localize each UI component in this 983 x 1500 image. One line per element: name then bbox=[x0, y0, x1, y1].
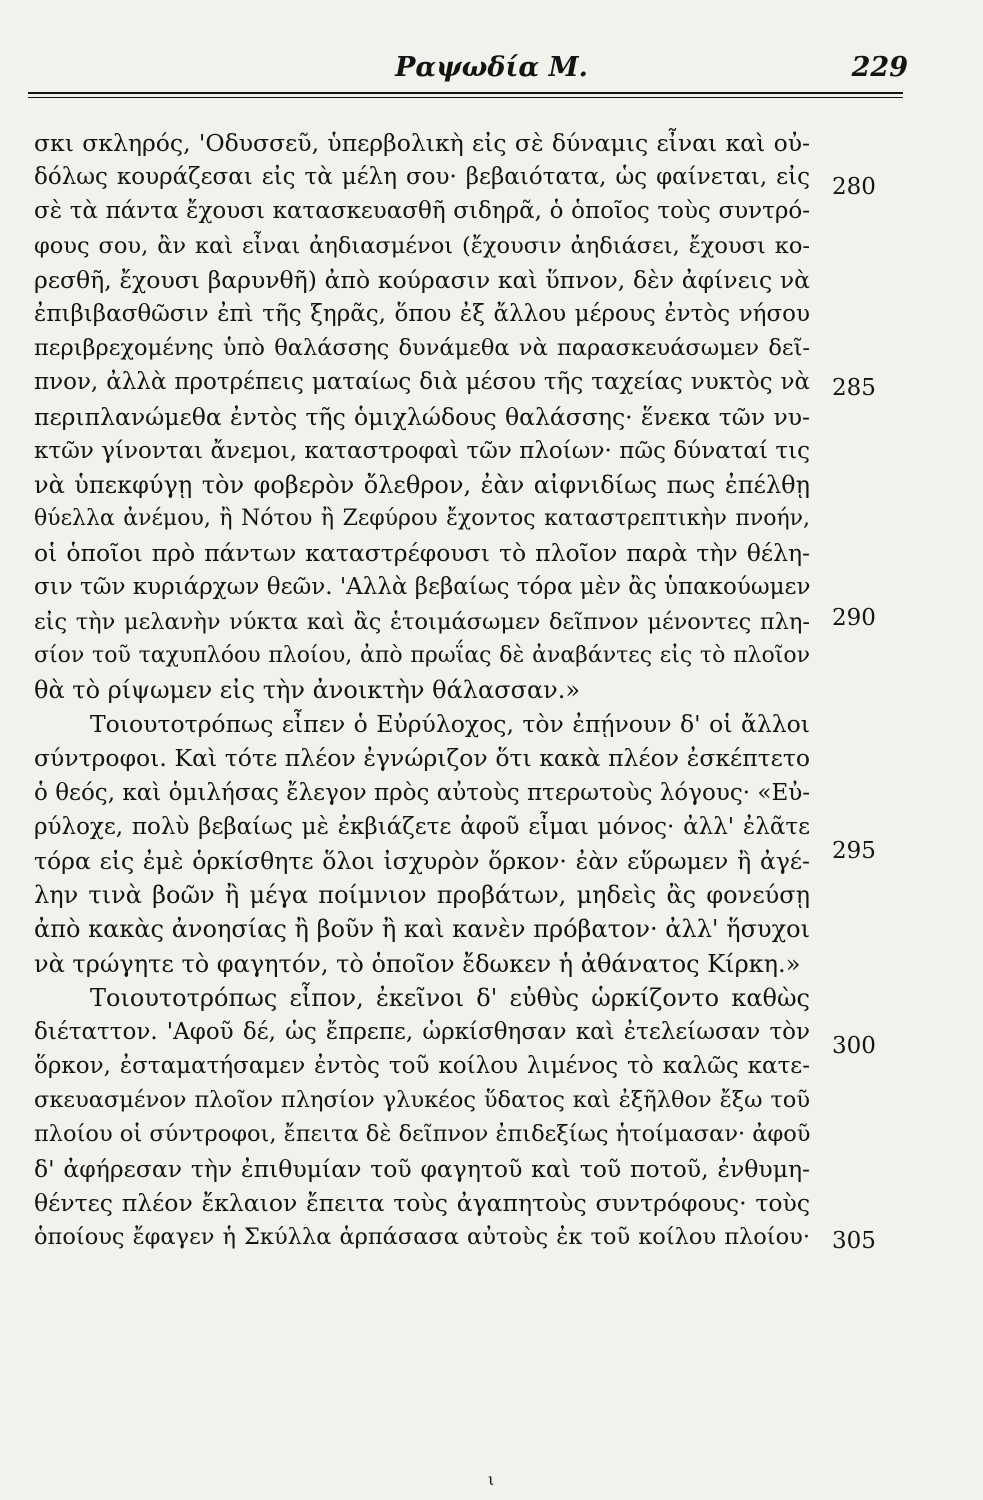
body-text bbox=[34, 126, 810, 1254]
text-line: θέντες πλέον ἔκλαιον ἔπειτα τοὺς ἀγαπητοὺς συντρόφους· τοὺς bbox=[34, 1188, 810, 1217]
text-line: Τοιουτοτρόπως εἶπον, ἐκεῖνοι δ' εὐθὺς ὡρκίζοντο καθὼς bbox=[90, 983, 810, 1012]
text-line: οἱ ὁποῖοι πρὸ πάντων καταστρέφουσι τὸ πλοῖον παρὰ τὴν θέλη- bbox=[34, 539, 810, 568]
text-line: ὁ θεός, καὶ ὁμιλήσας ἔλεγον πρὸς αὐτοὺς πτερωτοὺς λόγους· «Εὐ- bbox=[34, 779, 810, 806]
text-line: λην τινὰ βοῶν ἢ μέγα ποίμνιον προβάτων, μηδεὶς ἂς φονεύσῃ bbox=[34, 881, 810, 910]
page-number: 229 bbox=[851, 52, 908, 83]
text-line: σύντροφοι. Καὶ τότε πλέον ἐγνώριζον ὅτι κακὰ πλέον ἐσκέπτετο bbox=[34, 744, 810, 773]
text-line: διέταττον. 'Αφοῦ δέ, ὡς ἔπρεπε, ὡρκίσθησαν καὶ ἐτελείωσαν τὸν bbox=[34, 1018, 810, 1045]
text-line: δ' ἀφήρεσαν τὴν ἐπιθυμίαν τοῦ φαγητοῦ καὶ τοῦ ποτοῦ, ἐνθυμη- bbox=[34, 1154, 810, 1183]
header-rule-thin bbox=[28, 97, 903, 98]
text-line: νὰ ὑπεκφύγῃ τὸν φοβερὸν ὄλεθρον, ἐὰν αἰφνιδίως πως ἐπέλθῃ bbox=[34, 470, 810, 499]
text-line: κτῶν γίνονται ἄνεμοι, καταστροφαὶ τῶν πλοίων· πῶς δύναταί τις bbox=[34, 437, 810, 464]
text-line: πλοίου οἱ σύντροφοι, ἔπειτα δὲ δεῖπνον ἐπιδεξίως ἡτοίμασαν· ἀφοῦ bbox=[34, 1121, 811, 1148]
text-line: σίον τοῦ ταχυπλόου πλοίου, ἀπὸ πρωΐας δὲ ἀναβάντες εἰς τὸ πλοῖον bbox=[34, 642, 810, 668]
header-rule bbox=[28, 92, 903, 94]
line-number: 300 bbox=[832, 1033, 876, 1059]
text-line: ρεσθῆ, ἔχουσι βαρυνθῆ) ἀπὸ κούρασιν καὶ ὕπνον, δὲν ἀφίνεις νὰ bbox=[34, 265, 810, 294]
line-number: 285 bbox=[832, 375, 876, 401]
text-line: σκευασμένον πλοῖον πλησίον γλυκέος ὕδατος καὶ ἐξῆλθον ἔξω τοῦ bbox=[34, 1087, 810, 1114]
text-line: φους σου, ἂν καὶ εἶναι ἀηδιασμένοι (ἔχουσιν ἀηδιάσει, ἔχουσι κο- bbox=[34, 232, 810, 259]
text-line: περιπλανώμεθα ἐντὸς τῆς ὁμιχλώδους θαλάσσης· ἕνεκα τῶν νυ- bbox=[34, 402, 810, 431]
text-line: ἐπιβιβασθῶσιν ἐπὶ τῆς ξηρᾶς, ὅπου ἐξ ἄλλου μέρους ἐντὸς νήσου bbox=[34, 300, 810, 327]
line-number: 280 bbox=[832, 174, 876, 200]
text-line: σιν τῶν κυριάρχων θεῶν. 'Αλλὰ βεβαίως τόρα μὲν ἂς ὑπακούωμεν bbox=[34, 574, 811, 601]
footer-mark: ι bbox=[488, 1470, 495, 1489]
text-line: νὰ τρώγητε τὸ φαγητόν, τὸ ὁποῖον ἔδωκεν ἡ ἀθάνατος Κίρκη.» bbox=[34, 949, 801, 978]
text-line: εἰς τὴν μελανὴν νύκτα καὶ ἂς ἑτοιμάσωμεν δεῖπνον μένοντες πλη- bbox=[34, 608, 810, 635]
text-line: περιβρεχομένης ὑπὸ θαλάσσης δυνάμεθα νὰ παρασκευάσωμεν δεῖ- bbox=[34, 335, 810, 362]
line-number: 290 bbox=[832, 605, 876, 631]
line-number: 295 bbox=[832, 838, 876, 864]
line-number: 305 bbox=[832, 1228, 876, 1254]
text-line: ὅρκον, ἐσταματήσαμεν ἐντὸς τοῦ κοίλου λιμένος τὸ καλῶς κατε- bbox=[34, 1053, 810, 1080]
text-line: σκι σκληρός, 'Οδυσσεῦ, ὑπερβολικὴ εἰς σὲ δύναμις εἶναι καὶ οὐ- bbox=[34, 129, 810, 157]
text-line: ἀπὸ κακὰς ἀνοησίας ἢ βοῦν ἢ καὶ κανὲν πρόβατον· ἀλλ' ἥσυχοι bbox=[34, 915, 810, 944]
text-line: τόρα εἰς ἐμὲ ὁρκίσθητε ὅλοι ἰσχυρὸν ὅρκον· ἐὰν εὕρωμεν ἢ ἀγέ- bbox=[34, 846, 810, 875]
text-line: ὁποίους ἔφαγεν ἡ Σκύλλα ἁρπάσασα αὐτοὺς ἐκ τοῦ κοίλου πλοίου· bbox=[34, 1224, 810, 1250]
text-line: Τοιουτοτρόπως εἶπεν ὁ Εὐρύλοχος, τὸν ἐπῄνουν δ' οἱ ἄλλοι bbox=[90, 710, 810, 739]
text-line: δόλως κουράζεσαι εἰς τὰ μέλη σου· βεβαιότατα, ὡς φαίνεται, εἰς bbox=[34, 164, 810, 191]
text-line: πνον, ἀλλὰ προτρέπεις ματαίως διὰ μέσου τῆς ταχείας νυκτὸς νὰ bbox=[34, 369, 810, 396]
chapter-title: Ραψωδία Μ. bbox=[395, 52, 588, 83]
text-line: σὲ τὰ πάντα ἔχουσι κατασκευασθῆ σιδηρᾶ, ὁ ὁποῖος τοὺς συντρό- bbox=[34, 198, 810, 225]
text-line: θὰ τὸ ρίψωμεν εἰς τὴν ἀνοικτὴν θάλασσαν.» bbox=[34, 676, 581, 704]
text-line: θύελλα ἀνέμου, ἢ Νότου ἢ Ζεφύρου ἔχοντος καταστρεπτικὴν πνοήν, bbox=[34, 506, 810, 532]
text-line: ρύλοχε, πολὺ βεβαίως μὲ ἐκβιάζετε ἀφοῦ εἶμαι μόνος· ἀλλ' ἐλᾶτε bbox=[34, 813, 810, 840]
